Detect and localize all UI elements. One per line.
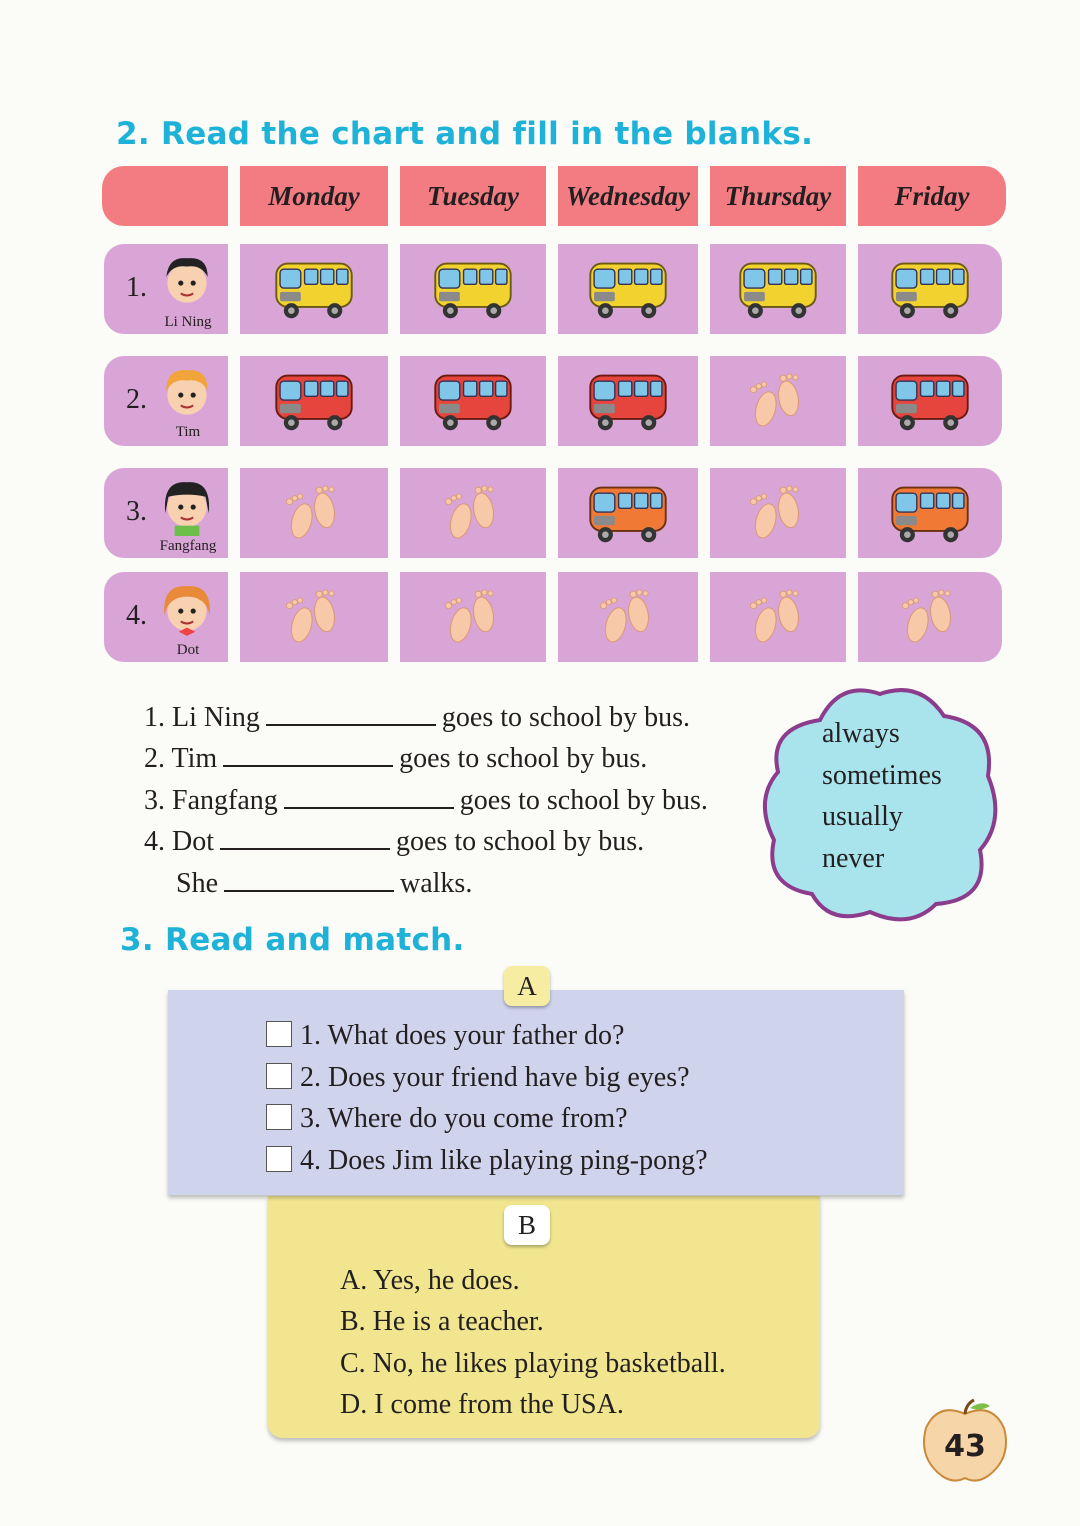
- kid-name: Li Ning: [164, 314, 212, 330]
- cell-fangfang-monday: [240, 468, 388, 558]
- cell-tim-thursday: [710, 356, 846, 446]
- cell-dot-friday: [858, 572, 1002, 662]
- kid-name: Tim: [175, 424, 201, 440]
- sentence-end: walks.: [400, 868, 473, 899]
- bus-red-icon: [266, 368, 362, 434]
- sentence-end: goes to school by bus.: [399, 743, 648, 774]
- answer-blank[interactable]: [266, 698, 436, 726]
- cell-dot-wednesday: [558, 572, 698, 662]
- header-friday: Friday: [858, 166, 1006, 226]
- word-always: always: [822, 718, 900, 749]
- answer-d: D. I come from the USA.: [340, 1389, 624, 1420]
- dot-avatar: [156, 578, 218, 640]
- bus-yellow-icon: [580, 256, 676, 322]
- cell-dot-monday: [240, 572, 388, 662]
- cell-tim-wednesday: [558, 356, 698, 446]
- cell-tim-friday: [858, 356, 1002, 446]
- sentence-start: 3. Fangfang: [144, 785, 278, 816]
- answer-blank[interactable]: [224, 864, 394, 892]
- question-3: [266, 1103, 628, 1135]
- footprints-icon: [743, 586, 813, 648]
- cell-fangfang-friday: [858, 468, 1002, 558]
- word-sometimes: sometimes: [822, 760, 942, 791]
- cell-fangfang-wednesday: [558, 468, 698, 558]
- match-checkbox[interactable]: [266, 1146, 292, 1172]
- cell-fangfang-thursday: [710, 468, 846, 558]
- footprints-icon: [593, 586, 663, 648]
- bus-orange-icon: [882, 480, 978, 546]
- page-number: 43: [944, 1429, 986, 1464]
- bus-yellow-icon: [730, 256, 826, 322]
- row-label-dot: [104, 572, 228, 662]
- kid-name: Fangfang: [159, 538, 217, 554]
- tim-avatar: [156, 362, 218, 424]
- blank-sentence-2: [144, 739, 647, 775]
- bus-red-icon: [882, 368, 978, 434]
- blank-sentence-4: [144, 822, 644, 858]
- answer-a: A. Yes, he does.: [340, 1265, 520, 1296]
- row-number: 4.: [126, 600, 147, 631]
- footprints-icon: [279, 482, 349, 544]
- question-1: [266, 1020, 625, 1052]
- sentence-start: 4. Dot: [144, 826, 214, 857]
- sentence-start: 1. Li Ning: [144, 702, 260, 733]
- footprints-icon: [743, 482, 813, 544]
- sentence-end: goes to school by bus.: [459, 785, 708, 816]
- cell-li-ning-thursday: [710, 244, 846, 334]
- section-2-title: 2. Read the chart and fill in the blanks.: [116, 116, 814, 152]
- bus-yellow-icon: [882, 256, 978, 322]
- footprints-icon: [279, 586, 349, 648]
- blank-sentence-5: [176, 864, 472, 900]
- sentence-start: She: [176, 868, 218, 899]
- cell-li-ning-monday: [240, 244, 388, 334]
- answer-blank[interactable]: [220, 822, 390, 850]
- question-text: 3. Where do you come from?: [300, 1103, 628, 1134]
- bus-red-icon: [425, 368, 521, 434]
- bus-red-icon: [580, 368, 676, 434]
- box-b-label: B: [504, 1205, 550, 1245]
- row-number: 2.: [126, 384, 147, 415]
- footprints-icon: [743, 370, 813, 432]
- fangfang-avatar: [156, 474, 218, 536]
- header-tuesday: Tuesday: [400, 166, 546, 226]
- cell-tim-monday: [240, 356, 388, 446]
- question-text: 4. Does Jim like playing ping-pong?: [300, 1145, 708, 1176]
- cell-fangfang-tuesday: [400, 468, 546, 558]
- word-usually: usually: [822, 801, 903, 832]
- cell-dot-thursday: [710, 572, 846, 662]
- question-2: [266, 1062, 690, 1094]
- bus-yellow-icon: [425, 256, 521, 322]
- row-number: 1.: [126, 272, 147, 303]
- answer-blank[interactable]: [284, 781, 454, 809]
- cell-li-ning-tuesday: [400, 244, 546, 334]
- row-label-fangfang: [104, 468, 228, 558]
- sentence-end: goes to school by bus.: [441, 702, 690, 733]
- li-ning-avatar: [156, 250, 218, 312]
- sentence-end: goes to school by bus.: [396, 826, 645, 857]
- footprints-icon: [438, 586, 508, 648]
- match-checkbox[interactable]: [266, 1021, 292, 1047]
- row-label-tim: [104, 356, 228, 446]
- kid-name: Dot: [176, 642, 200, 658]
- match-checkbox[interactable]: [266, 1104, 292, 1130]
- transport-chart: [102, 166, 1006, 666]
- cell-li-ning-wednesday: [558, 244, 698, 334]
- match-checkbox[interactable]: [266, 1063, 292, 1089]
- header-thursday: Thursday: [710, 166, 846, 226]
- bus-yellow-icon: [266, 256, 362, 322]
- question-text: 1. What does your father do?: [300, 1020, 625, 1051]
- bus-orange-icon: [580, 480, 676, 546]
- footprints-icon: [438, 482, 508, 544]
- chart-header-corner: [102, 166, 228, 226]
- cell-li-ning-friday: [858, 244, 1002, 334]
- sentence-start: 2. Tim: [144, 743, 218, 774]
- blank-sentence-3: [144, 781, 708, 817]
- apple-page-number-icon: [918, 1398, 1012, 1482]
- question-4: [266, 1145, 708, 1177]
- answer-blank[interactable]: [223, 739, 393, 767]
- cell-dot-tuesday: [400, 572, 546, 662]
- question-text: 2. Does your friend have big eyes?: [300, 1062, 690, 1093]
- answer-b: B. He is a teacher.: [340, 1306, 544, 1337]
- answer-c: C. No, he likes playing basketball.: [340, 1348, 726, 1379]
- header-monday: Monday: [240, 166, 388, 226]
- section-3-title: 3. Read and match.: [120, 922, 465, 958]
- blank-sentence-1: [144, 698, 690, 734]
- box-a-label: A: [504, 966, 550, 1006]
- footprints-icon: [895, 586, 965, 648]
- word-never: never: [822, 843, 885, 874]
- cell-tim-tuesday: [400, 356, 546, 446]
- header-wednesday: Wednesday: [558, 166, 698, 226]
- row-number: 3.: [126, 496, 147, 527]
- row-label-li-ning: [104, 244, 228, 334]
